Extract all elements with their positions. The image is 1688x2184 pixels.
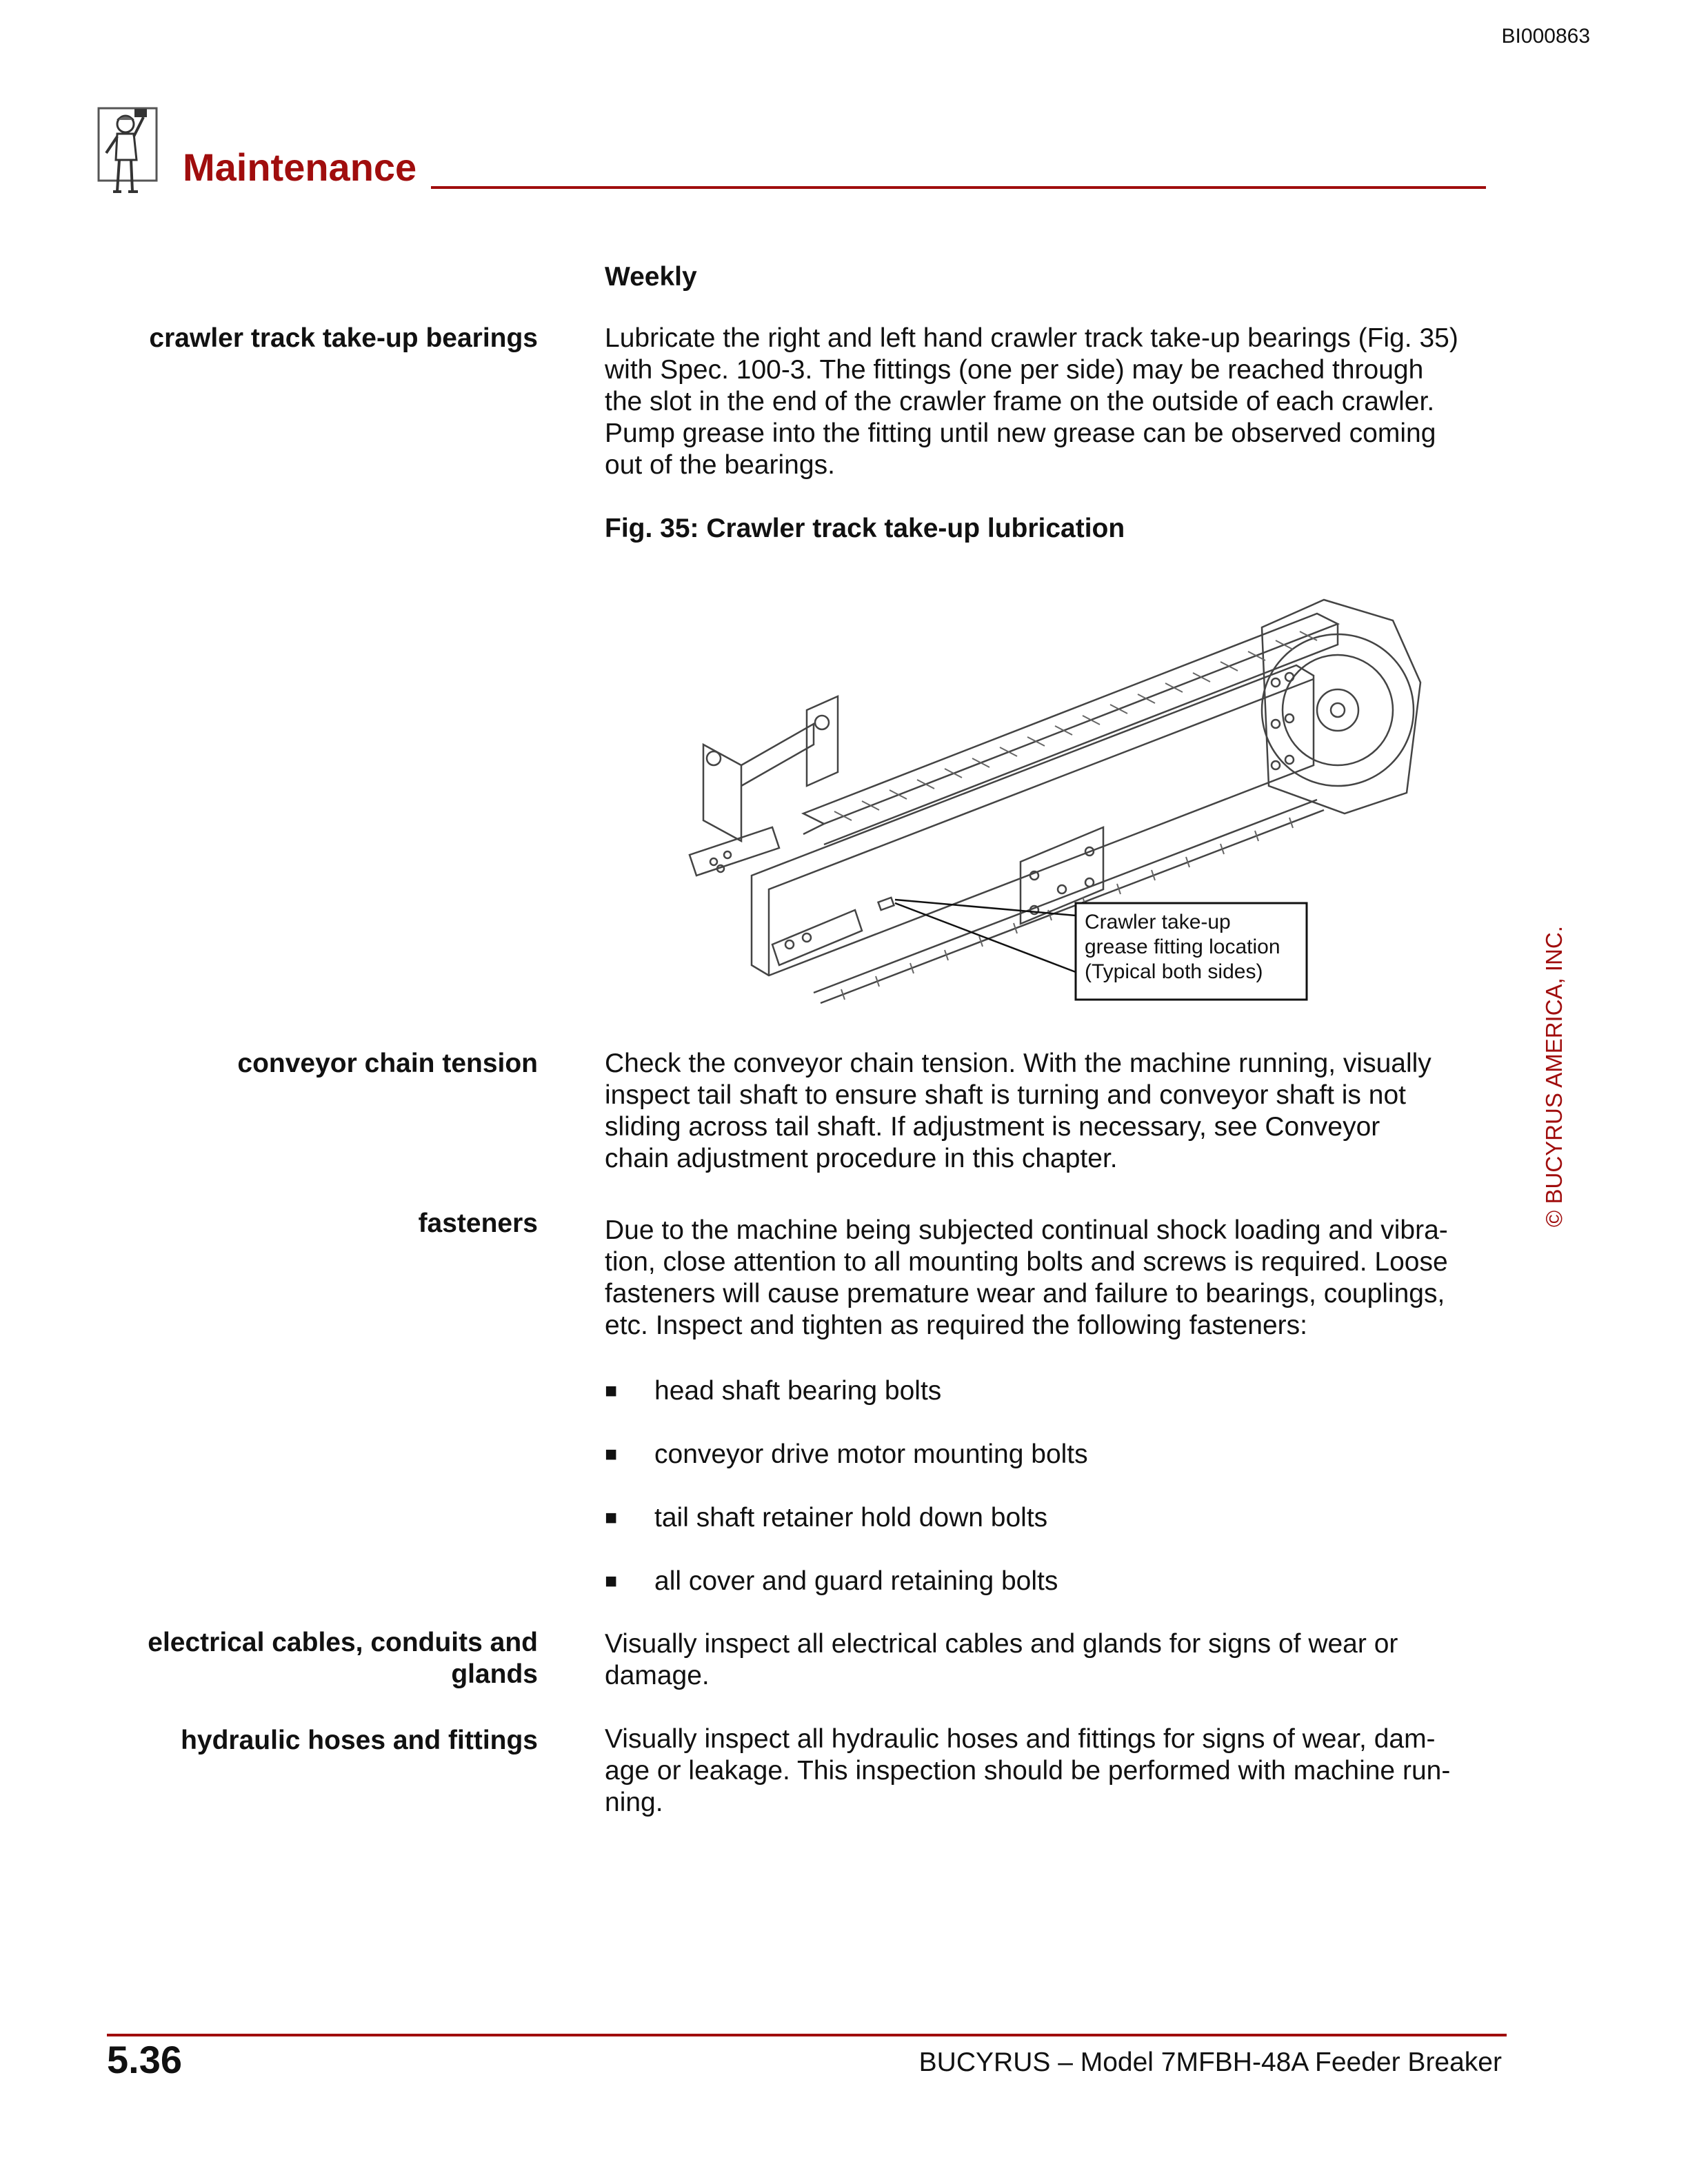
bullet-item — [605, 1502, 1047, 1534]
bullet-text: conveyor drive motor mounting bolts — [654, 1439, 1088, 1469]
label-line: glands — [451, 1659, 538, 1689]
crawler-frame-drawing — [690, 600, 1420, 1003]
footer-rule — [107, 2034, 1507, 2036]
conveyor-chain-label: conveyor chain tension — [237, 1049, 538, 1078]
text-line: etc. Inspect and tighten as required the following fasteners: — [605, 1311, 1307, 1340]
hydraulic-hoses-text — [605, 1723, 1501, 1819]
text-line: fasteners will cause premature wear and failure to bearings, couplings, — [605, 1279, 1445, 1308]
text-line: inspect tail shaft to ensure shaft is turning and conveyor shaft is not — [605, 1080, 1406, 1110]
bullet-item — [605, 1375, 941, 1407]
crawler-track-figure — [676, 586, 1434, 1013]
copyright-notice: © BUCYRUS AMERICA, INC. — [1541, 926, 1567, 1227]
bullet-text: head shaft bearing bolts — [654, 1376, 942, 1406]
hydraulic-hoses-label: hydraulic hoses and fittings — [181, 1726, 538, 1755]
crawler-track-label: crawler track take-up bearings — [149, 323, 538, 353]
footer-title: BUCYRUS – Model 7MFBH-48A Feeder Breaker — [918, 2048, 1502, 2077]
bullet-mark: ■ — [605, 1443, 618, 1466]
text-line: damage. — [605, 1661, 710, 1690]
text-line: Visually inspect all electrical cables and glands for signs of wear or — [605, 1629, 1398, 1659]
title-rule — [431, 186, 1486, 189]
text-line: tion, close attention to all mounting bolts and screws is required. Loose — [605, 1247, 1448, 1277]
callout-line: (Typical both sides) — [1085, 960, 1263, 983]
text-line: Lubricate the right and left hand crawler track take-up bearings (Fig. 35) — [605, 323, 1458, 353]
label-line: electrical cables, conduits and — [148, 1628, 538, 1657]
bullet-mark: ■ — [605, 1506, 618, 1529]
bullet-item — [605, 1439, 1088, 1470]
text-line: age or leakage. This inspection should be performed with machine run- — [605, 1756, 1451, 1786]
fasteners-text — [605, 1215, 1501, 1342]
text-line: Pump grease into the fitting until new grease can be observed coming — [605, 418, 1436, 448]
text-line: out of the bearings. — [605, 450, 835, 480]
bullet-text: all cover and guard retaining bolts — [654, 1566, 1058, 1596]
callout-line: grease fitting location — [1085, 936, 1280, 958]
figure-caption: Fig. 35: Crawler track take-up lubrication — [605, 514, 1125, 543]
bullet-mark: ■ — [605, 1570, 618, 1593]
bullet-item — [605, 1566, 1058, 1597]
bullet-mark: ■ — [605, 1379, 618, 1402]
document-id: BI000863 — [1501, 25, 1590, 48]
electrical-cables-label — [97, 1627, 538, 1690]
text-line: with Spec. 100-3. The fittings (one per side) may be reached through — [605, 355, 1424, 385]
section-title: Maintenance — [183, 145, 417, 189]
text-line: Visually inspect all hydraulic hoses and fittings for signs of wear, dam- — [605, 1724, 1436, 1754]
text-line: Check the conveyor chain tension. With the machine running, visually — [605, 1049, 1431, 1078]
page-number: 5.36 — [107, 2038, 182, 2081]
electrical-cables-text — [605, 1628, 1501, 1692]
text-line: chain adjustment procedure in this chapter. — [605, 1144, 1118, 1173]
weekly-heading: Weekly — [605, 262, 697, 292]
text-line: sliding across tail shaft. If adjustment is necessary, see Conveyor — [605, 1112, 1380, 1142]
text-line: ning. — [605, 1788, 663, 1817]
bullet-text: tail shaft retainer hold down bolts — [654, 1503, 1048, 1533]
fasteners-label: fasteners — [418, 1209, 538, 1238]
callout-line: Crawler take-up — [1085, 911, 1231, 933]
text-line: Due to the machine being subjected continual shock loading and vibra- — [605, 1215, 1448, 1245]
mechanic-with-wrench-icon — [97, 105, 159, 198]
crawler-track-text — [605, 323, 1501, 481]
text-line: the slot in the end of the crawler frame on the outside of each crawler. — [605, 387, 1435, 416]
conveyor-chain-text — [605, 1048, 1501, 1175]
